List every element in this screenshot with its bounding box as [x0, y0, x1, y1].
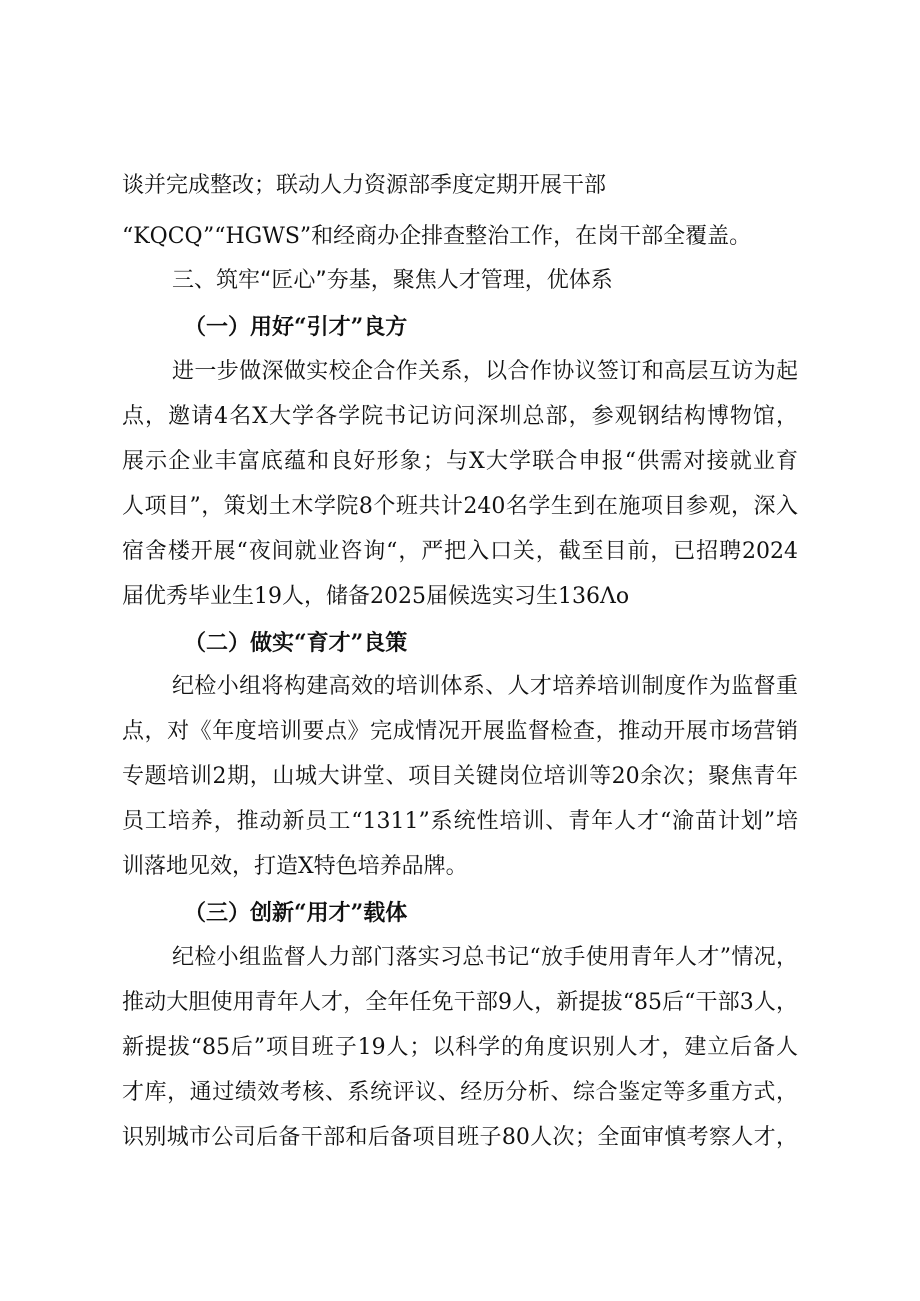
body-line: 点，邀请4名X大学各学院书记访问深圳总部，参观钢结构博物馆，	[122, 404, 798, 429]
body-line: 宿舍楼开展“夜间就业咨询“，严把入口关，截至目前，已招聘2024	[122, 539, 798, 564]
body-line: 训落地见效，打造X特色培养品牌。	[122, 854, 468, 879]
body-line: 展示企业丰富底蕴和良好形象；与X大学联合申报“供需对接就业育	[122, 449, 798, 474]
body-line: 员工培养，推动新员工“1311”系统性培训、青年人才“渝苗计划”培	[122, 809, 798, 834]
body-line: 纪检小组将构建高效的培训体系、人才培养培训制度作为监督重	[172, 674, 798, 699]
body-line: 才库，通过绩效考核、系统评议、经历分析、综合鉴定等多重方式，	[122, 1080, 798, 1105]
body-line: “KQCQ”“HGWS”和经商办企排查整治工作，在岗干部全覆盖。	[122, 224, 752, 249]
body-line: 新提拔“85后”项目班子19人；以科学的角度识别人才，建立后备人	[122, 1035, 798, 1060]
body-line: 识别城市公司后备干部和后备项目班子80人次；全面审慎考察人才，	[122, 1125, 798, 1150]
section-heading: 三、筑牢“匠心”夯基，聚焦人才管理，优体系	[172, 268, 613, 293]
body-line: 人项目”，策划土木学院8个班共计240名学生到在施项目参观，深入	[122, 494, 798, 519]
body-line: 专题培训2期，山城大讲堂、项目关键岗位培训等20余次；聚焦青年	[122, 764, 798, 789]
body-line: 谈并完成整改；联动人力资源部季度定期开展干部	[122, 173, 607, 198]
body-line: 进一步做深做实校企合作关系，以合作协议签订和高层互访为起	[172, 359, 798, 384]
subsection-heading: （三）创新“用才”载体	[184, 900, 408, 926]
body-line: 届优秀毕业生19人，储备2025届候选实习生136Λo	[122, 584, 630, 609]
subsection-heading: （一）用好“引才”良方	[184, 314, 408, 340]
subsection-heading: （二）做实“育才”良策	[184, 630, 408, 656]
body-line: 纪检小组监督人力部门落实习总书记“放手使用青年人才”情况，	[172, 945, 798, 970]
body-line: 点，对《年度培训要点》完成情况开展监督检查，推动开展市场营销	[122, 719, 798, 744]
body-line: 推动大胆使用青年人才，全年任免干部9人，新提拔“85后“干部3人，	[122, 990, 798, 1015]
